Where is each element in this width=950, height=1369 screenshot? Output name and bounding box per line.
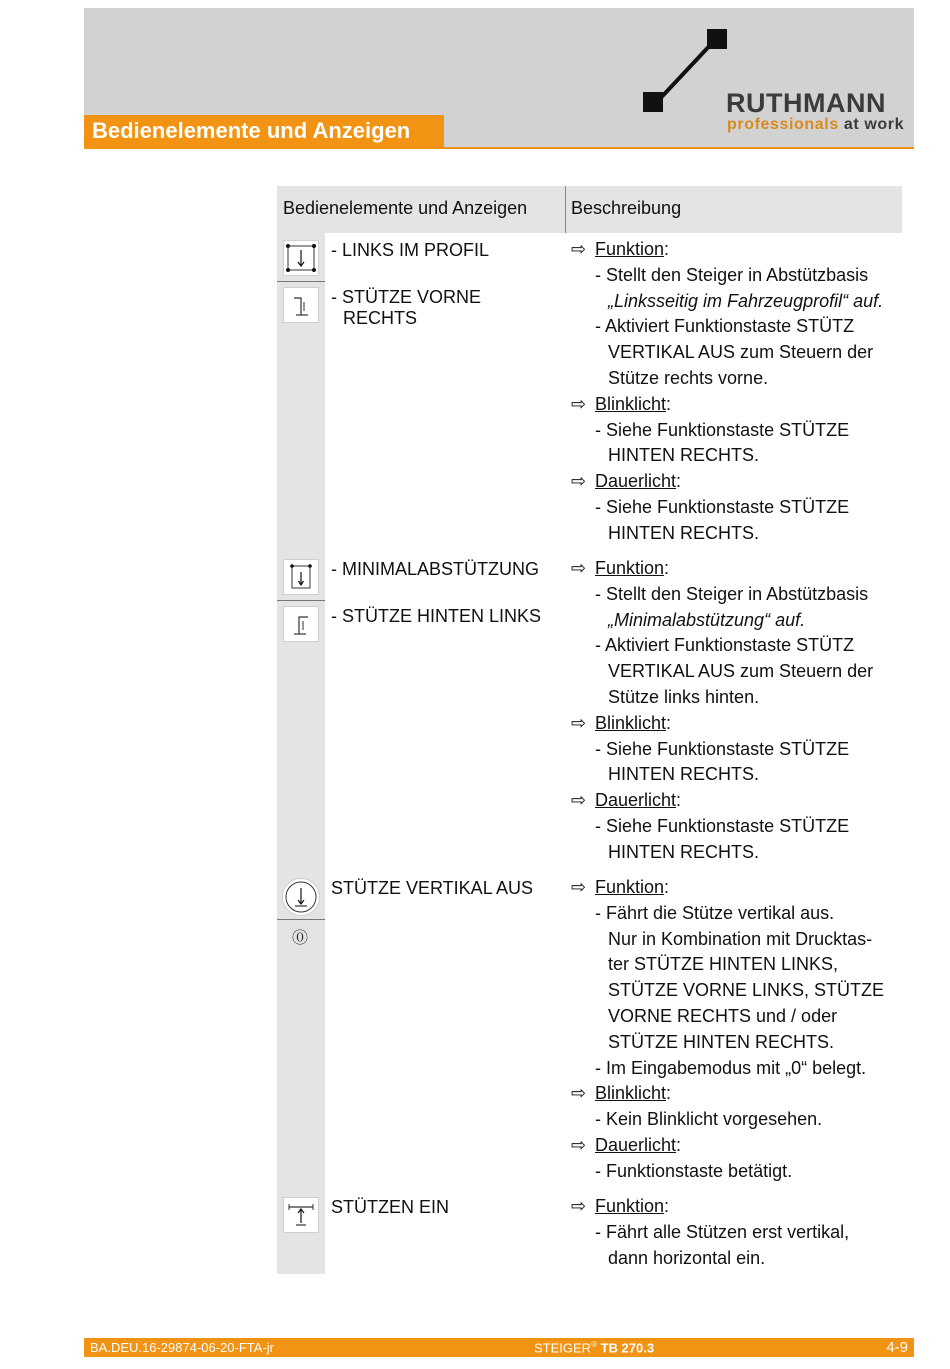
desc-line: - Kein Blinklicht vorgesehen. (595, 1109, 823, 1130)
tagline-main: professionals (727, 116, 839, 133)
desc-line: ter STÜTZE HINTEN LINKS, (608, 954, 839, 975)
description-row-3 (571, 875, 911, 1185)
arrow-right-icon: ⇨ (571, 790, 587, 811)
section-title: Bedienelemente und Anzeigen (92, 118, 411, 143)
description-row-4 (571, 1194, 911, 1271)
desc-line: - Fährt alle Stützen erst vertikal, (595, 1221, 850, 1242)
desc-line: - Aktiviert Funktionstaste STÜTZ (595, 635, 855, 656)
desc-line: HINTEN RECHTS. (608, 522, 760, 543)
desc-line: - Funktionstaste betätigt. (595, 1160, 793, 1181)
desc-line: - Stellt den Steiger in Abstützbasis (595, 264, 869, 285)
label-links-im-profil: - LINKS IM PROFIL (331, 240, 490, 260)
description-row-1 (571, 237, 911, 547)
funktion-heading: ⇨ Funktion: (571, 1194, 911, 1220)
desc-line: STÜTZE HINTEN RECHTS. (608, 1031, 835, 1052)
arrow-right-icon: ⇨ (571, 471, 587, 492)
desc-line: Stütze links hinten. (608, 686, 760, 707)
page-footer (84, 1338, 914, 1357)
product-name: STEIGER (534, 1340, 592, 1356)
arrow-right-icon: ⇨ (571, 393, 587, 414)
desc-line: Stütze rechts vorne. (608, 367, 769, 388)
desc-line: - Im Eingabemodus mit „0“ belegt. (595, 1057, 867, 1078)
brand-tagline (727, 116, 904, 134)
blinklicht-heading: ⇨ Blinklicht: (571, 711, 911, 737)
funktion-heading: ⇨ Funktion: (571, 237, 911, 263)
label-stuetze-hinten-links: - STÜTZE HINTEN LINKS (331, 606, 542, 626)
arrow-right-icon: ⇨ (571, 239, 587, 259)
desc-line: - Stellt den Steiger in Abstützbasis (595, 583, 869, 604)
icon-column (277, 186, 325, 1274)
desc-line: - Aktiviert Funktionstaste STÜTZ (595, 316, 855, 337)
desc-line: dann horizontal ein. (608, 1247, 766, 1268)
registered-mark: ® (591, 1340, 597, 1349)
label-stuetze-vorne: - STÜTZE VORNE (331, 287, 482, 307)
support-front-right-icon[interactable] (283, 287, 319, 323)
brand-name: RUTHMANN (726, 88, 886, 118)
funktion-heading: ⇨ Funktion: (571, 875, 911, 901)
desc-line: Nur in Kombination mit Drucktas- (608, 928, 873, 949)
logo-mark-icon (640, 26, 740, 118)
col2-header: Beschreibung (571, 198, 682, 218)
support-vertical-out-icon[interactable] (282, 878, 320, 916)
arrow-right-icon: ⇨ (571, 877, 587, 897)
support-profile-left-icon[interactable] (283, 240, 319, 276)
tagline-end: at work (843, 116, 905, 133)
label-stuetzen-ein: STÜTZEN EIN (331, 1197, 450, 1217)
model-name: TB 270.3 (600, 1340, 655, 1356)
arrow-right-icon: ⇨ (571, 1083, 587, 1104)
desc-line: - Siehe Funktionstaste STÜTZE (595, 419, 850, 440)
desc-line: - Siehe Funktionstaste STÜTZE (595, 496, 850, 517)
dauerlicht-heading: ⇨ Dauerlicht: (571, 788, 911, 814)
label-minimalabstuetzung: - MINIMALABSTÜTZUNG (331, 559, 540, 579)
desc-line: - Siehe Funktionstaste STÜTZE (595, 815, 850, 836)
desc-line: „Minimalabstützung“ auf. (608, 609, 806, 630)
desc-line: VERTIKAL AUS zum Steuern der (608, 661, 874, 682)
supports-retract-icon[interactable] (283, 1197, 319, 1233)
arrow-right-icon: ⇨ (571, 1134, 587, 1155)
blinklicht-heading: ⇨ Blinklicht: (571, 1081, 911, 1107)
page-number: 4-9 (886, 1339, 908, 1356)
dauerlicht-heading: ⇨ Dauerlicht: (571, 469, 911, 495)
arrow-right-icon: ⇨ (571, 558, 587, 578)
doc-id: BA.DEU.16-29874-06-20-FTA-jr (90, 1340, 274, 1355)
zero-key-icon: ⓪ (292, 930, 309, 947)
desc-line: STÜTZE VORNE LINKS, STÜTZE (608, 980, 885, 1001)
desc-line: - Siehe Funktionstaste STÜTZE (595, 738, 850, 759)
desc-line: HINTEN RECHTS. (608, 841, 760, 862)
icon-divider (277, 600, 325, 601)
ruthmann-logo (640, 26, 912, 136)
label-rechts: RECHTS (343, 308, 418, 328)
minimal-support-icon[interactable] (283, 559, 319, 595)
blinklicht-heading: ⇨ Blinklicht: (571, 392, 911, 418)
label-stuetze-vertikal-aus: STÜTZE VERTIKAL AUS (331, 878, 534, 898)
icon-divider (277, 281, 325, 282)
desc-line: VORNE RECHTS und / oder (608, 1005, 838, 1026)
product-model (534, 1340, 654, 1355)
desc-line: - Fährt die Stütze vertikal aus. (595, 902, 835, 923)
desc-line: HINTEN RECHTS. (608, 764, 760, 785)
col1-header: Bedienelemente und Anzeigen (283, 198, 528, 218)
desc-line: VERTIKAL AUS zum Steuern der (608, 342, 874, 363)
arrow-right-icon: ⇨ (571, 712, 587, 733)
desc-line: „Linksseitig im Fahrzeugprofil“ auf. (608, 290, 884, 311)
icon-divider (277, 919, 325, 920)
arrow-right-icon: ⇨ (571, 1196, 587, 1216)
support-rear-left-icon[interactable] (283, 606, 319, 642)
funktion-heading: ⇨ Funktion: (571, 556, 911, 582)
desc-line: HINTEN RECHTS. (608, 445, 760, 466)
dauerlicht-heading: ⇨ Dauerlicht: (571, 1133, 911, 1159)
description-row-2 (571, 556, 911, 866)
section-title-box (84, 115, 444, 149)
table-header-divider (565, 186, 566, 233)
